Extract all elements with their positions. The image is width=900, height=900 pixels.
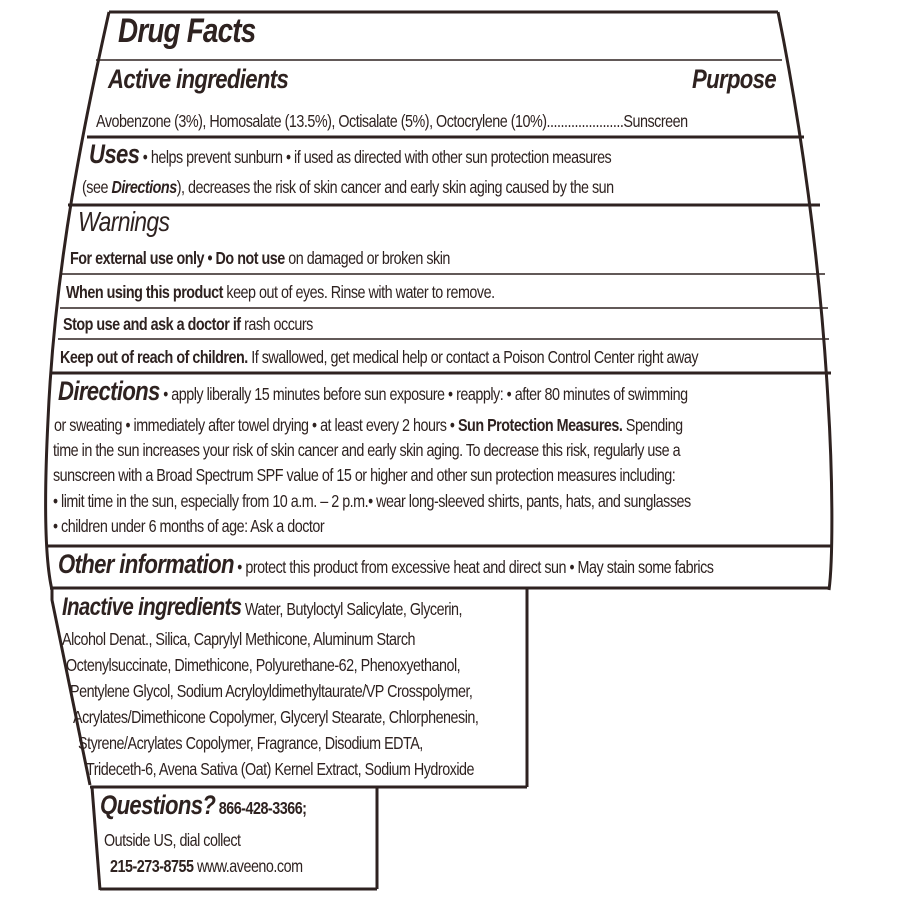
directions-line1 bbox=[58, 376, 826, 406]
directions-line4-text: sunscreen with a Broad Spectrum SPF value of 15 or higher and other sun protection measures including: bbox=[53, 465, 676, 485]
directions-line6-text: • children under 6 months of age: Ask a doctor bbox=[53, 516, 325, 536]
when-using-bold: When using this product bbox=[66, 282, 223, 302]
keep-out-bold: Keep out of reach of children. bbox=[60, 347, 248, 367]
questions-line2 bbox=[104, 829, 271, 851]
directions-line2-post: Spending bbox=[622, 415, 683, 435]
directions-line6 bbox=[53, 515, 384, 537]
directions-line4 bbox=[53, 464, 812, 486]
stop-use-text: rash occurs bbox=[240, 314, 313, 334]
inactive-line4 bbox=[70, 680, 561, 702]
directions-line5 bbox=[53, 490, 831, 512]
bullet-sep: • bbox=[204, 248, 216, 268]
inactive-line5-text: Acrylates/Dimethicone Copolymer, Glyceryl Stearate, Chlorphenesin, bbox=[73, 707, 479, 727]
directions-line3-text: time in the sun increases your risk of skin cancer and early skin aging. To decrease this risk, regularly use a bbox=[53, 440, 681, 460]
inactive-line3-text: Octenylsuccinate, Dimethicone, Polyurethane-62, Phenoxyethanol, bbox=[66, 655, 461, 675]
sun-protection-measures: Sun Protection Measures. bbox=[457, 415, 623, 435]
directions-line5-text: • limit time in the sun, especially from 10 a.m. – 2 p.m.• wear long-sleeved shirts, pants, hats, and sunglasses bbox=[53, 491, 691, 511]
when-using-text: keep out of eyes. Rinse with water to remove. bbox=[222, 282, 495, 302]
do-not-use-text: on damaged or broken skin bbox=[284, 248, 450, 268]
uses-line2-pre: (see bbox=[82, 177, 112, 197]
active-heading-text: Active ingredients bbox=[108, 64, 289, 94]
questions-line3 bbox=[110, 855, 345, 877]
directions-line2-pre: or sweating • immediately after towel drying • at least every 2 hours • bbox=[54, 415, 458, 435]
warnings-heading bbox=[78, 206, 189, 237]
inactive-line4-text: Pentylene Glycol, Sodium Acryloyldimethyltaurate/VP Crosspolymer, bbox=[70, 681, 473, 701]
warning-stop-use bbox=[63, 313, 368, 335]
uses-line2-post: ), decreases the risk of skin cancer and early skin aging caused by the sun bbox=[176, 177, 614, 197]
other-info-heading: Other information bbox=[58, 549, 234, 579]
directions-heading: Directions bbox=[58, 376, 160, 406]
inactive-heading: Inactive ingredients bbox=[62, 593, 242, 621]
warning-external-use bbox=[70, 247, 533, 269]
inactive-line6-text: Styrene/Acrylates Copolymer, Fragrance, Disodium EDTA, bbox=[78, 733, 423, 753]
inactive-line5 bbox=[73, 706, 567, 728]
directions-line1-text: • apply liberally 15 minutes before sun exposure • reapply: • after 80 minutes of swimming bbox=[159, 384, 688, 404]
active-line-text: Avobenzone (3%), Homosalate (13.5%), Octisalate (5%), Octocrylene (10%)......................Sunscreen bbox=[96, 111, 688, 131]
keep-out-text: If swallowed, get medical help or contact a Poison Control Center right away bbox=[247, 347, 699, 367]
title-text: Drug Facts bbox=[118, 12, 256, 50]
other-info-text: • protect this product from excessive heat and direct sun • May stain some fabrics bbox=[233, 557, 714, 577]
uses-section bbox=[89, 139, 726, 169]
website-link[interactable]: www.aveeno.com bbox=[193, 856, 303, 876]
directions-line3 bbox=[53, 439, 818, 461]
stop-use-bold: Stop use and ask a doctor if bbox=[63, 314, 241, 334]
do-not-use-bold: Do not use bbox=[215, 248, 285, 268]
inactive-line2 bbox=[62, 628, 493, 650]
external-use-bold: For external use only bbox=[70, 248, 205, 268]
warning-keep-out bbox=[60, 346, 838, 368]
directions-reference: Directions bbox=[111, 177, 177, 197]
other-information bbox=[58, 549, 857, 579]
purpose-heading bbox=[692, 64, 794, 94]
uses-heading: Uses bbox=[89, 139, 140, 169]
active-ingredients-line bbox=[96, 110, 817, 132]
uses-line2 bbox=[82, 176, 730, 198]
questions-line1 bbox=[100, 790, 352, 820]
uses-line1: • helps prevent sunburn • if used as directed with other sun protection measures bbox=[139, 147, 612, 167]
drug-facts-title bbox=[118, 12, 286, 50]
directions-line2 bbox=[54, 414, 821, 436]
inactive-line1 bbox=[62, 593, 550, 621]
inactive-line7-text: Trideceth-6, Avena Sativa (Oat) Kernel Extract, Sodium Hydroxide bbox=[86, 759, 475, 779]
intl-phone-number[interactable]: 215-273-8755 bbox=[110, 856, 194, 876]
inactive-line3 bbox=[66, 654, 547, 676]
purpose-heading-text: Purpose bbox=[692, 64, 776, 94]
inactive-line6 bbox=[78, 732, 499, 754]
inactive-line1-text: Water, Butyloctyl Salicylate, Glycerin, bbox=[241, 599, 463, 619]
inactive-line2-text: Alcohol Denat., Silica, Caprylyl Methicone, Aluminum Starch bbox=[62, 629, 416, 649]
inactive-line7 bbox=[86, 758, 559, 780]
questions-heading: Questions? bbox=[100, 790, 216, 820]
us-phone-number[interactable]: 866-428-3366; bbox=[215, 798, 307, 818]
warning-when-using bbox=[66, 281, 589, 303]
active-ingredients-heading bbox=[108, 64, 328, 94]
warnings-heading-text: Warnings bbox=[78, 206, 170, 237]
outside-us-text: Outside US, dial collect bbox=[104, 830, 241, 850]
